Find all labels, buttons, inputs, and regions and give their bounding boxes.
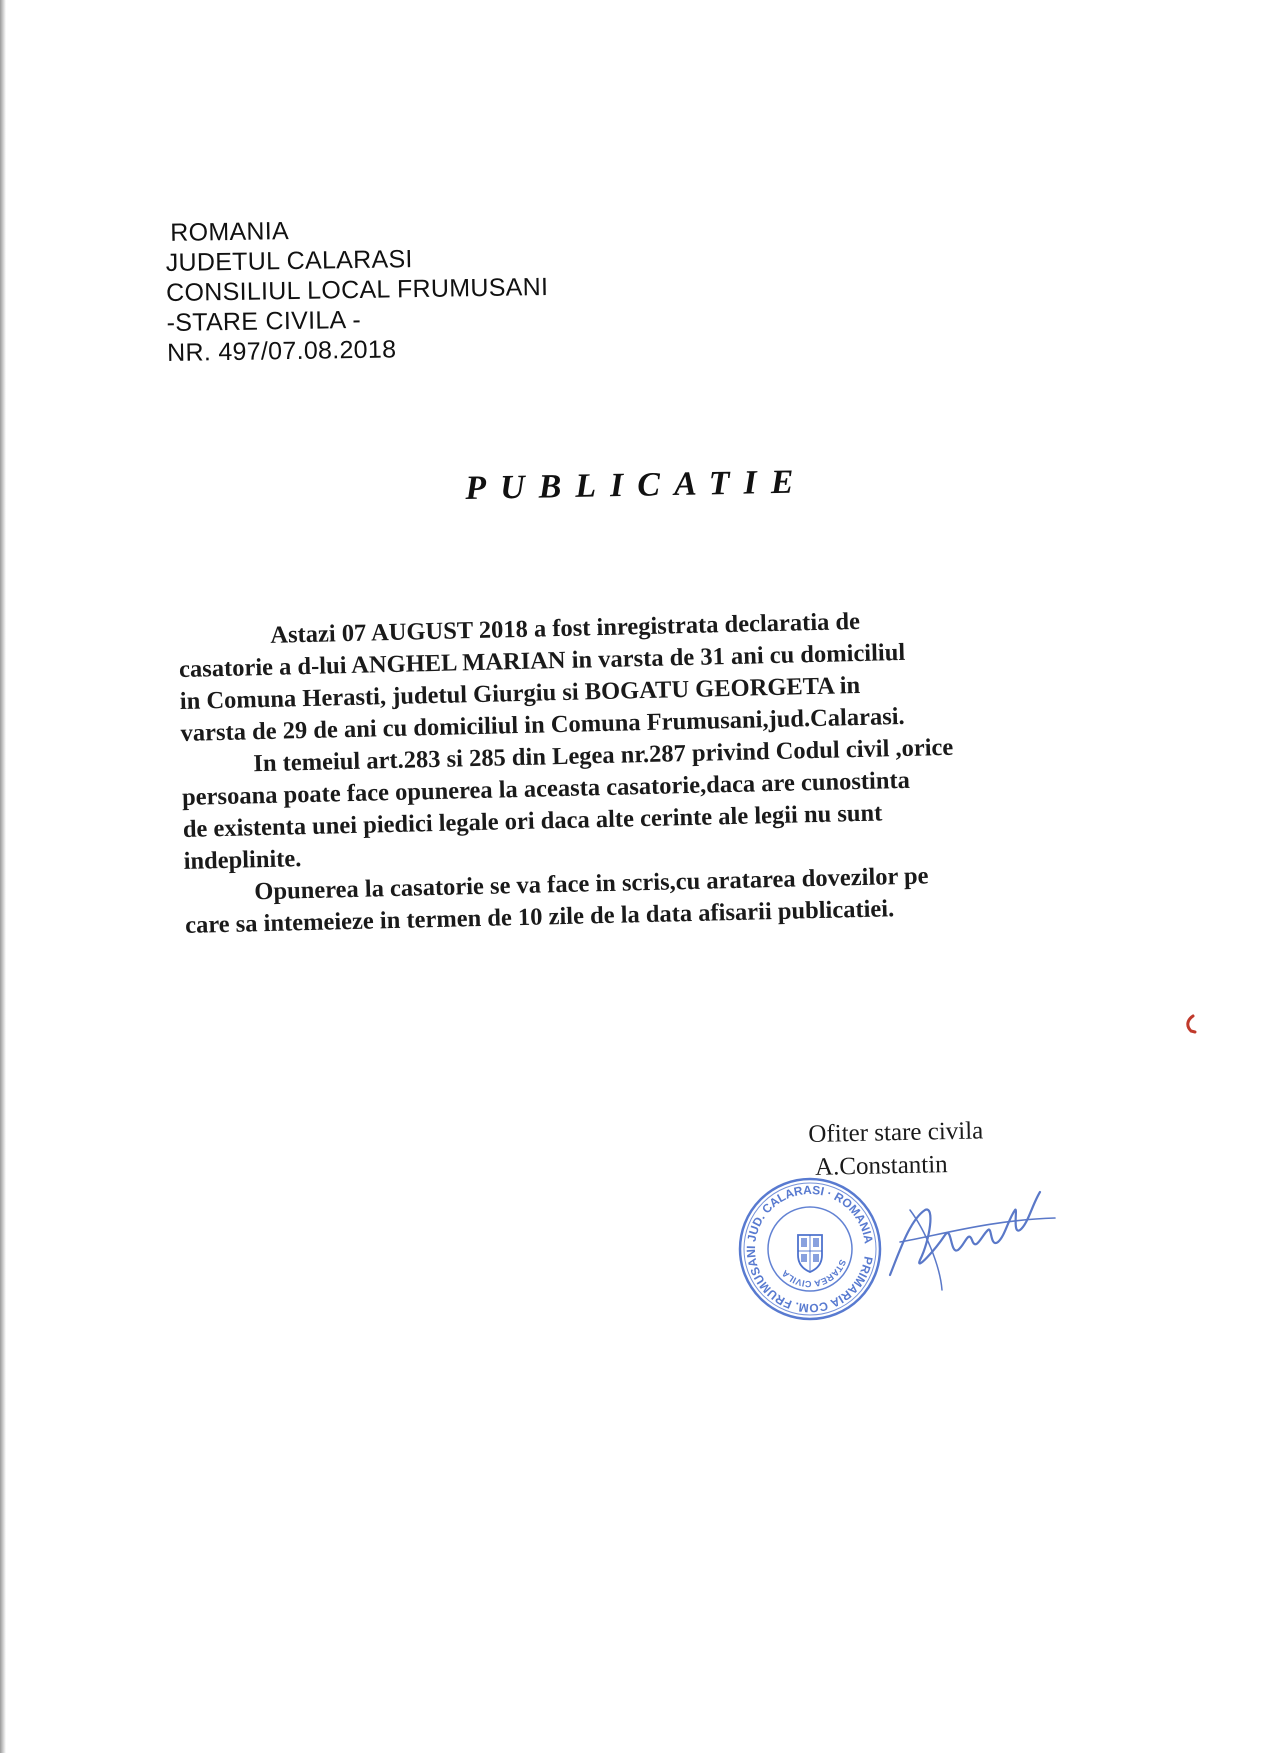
red-pen-mark — [1183, 1014, 1197, 1034]
body-line: de existenta unei piedici legale ori daca alte cerinte ale legii nu sunt — [182, 799, 883, 843]
document-body — [178, 601, 1085, 942]
body-line: persoana poate face opunerea la aceasta casatorie,daca are cunostinta — [181, 766, 911, 811]
header-department: -STARE CIVILA - — [166, 305, 362, 337]
body-line: casatorie a d-lui ANGHEL MARIAN in varsta de 31 ani cu domiciliul — [178, 638, 906, 683]
scan-edge-shadow — [0, 0, 6, 1753]
body-line: in Comuna Herasti, judetul Giurgiu si BOGATU GEORGETA in — [179, 671, 861, 715]
handwritten-signature — [880, 1180, 1060, 1300]
signatory-role: Ofiter stare civila — [808, 1117, 984, 1148]
body-line: Astazi 07 AUGUST 2018 a fost inregistrata declaratia de — [270, 607, 861, 649]
body-line: In temeiul art.283 si 285 din Legea nr.287 privind Codul civil ,orice — [253, 733, 954, 778]
header-registration-number: NR. 497/07.08.2018 — [166, 335, 397, 367]
svg-text:PRIMARIA COM. FRUMUSANI JUD. C: PRIMARIA COM. FRUMUSANI JUD. CALARASI · ROMANIA — [743, 1182, 876, 1316]
body-line: varsta de 29 de ani cu domiciliul in Comuna Frumusani,jud.Calarasi. — [180, 702, 905, 747]
signatory-name: A.Constantin — [814, 1151, 948, 1181]
svg-text:STAREA CIVILA: STAREA CIVILA — [779, 1258, 848, 1290]
document-header — [165, 212, 549, 368]
header-county: JUDETUL CALARASI — [165, 245, 413, 277]
official-stamp — [736, 1175, 884, 1323]
body-line: care sa intemeieze in termen de 10 zile de la data afisarii publicatiei. — [184, 895, 895, 939]
body-line: Opunerea la casatorie se va face in scris,cu aratarea dovezilor pe — [254, 862, 929, 906]
header-council: CONSILIUL LOCAL FRUMUSANI — [165, 272, 549, 307]
header-country: ROMANIA — [170, 217, 290, 247]
document-title: PUBLICATIE — [465, 463, 808, 507]
body-line: indeplinite. — [183, 845, 302, 875]
signature-block — [808, 1114, 984, 1184]
